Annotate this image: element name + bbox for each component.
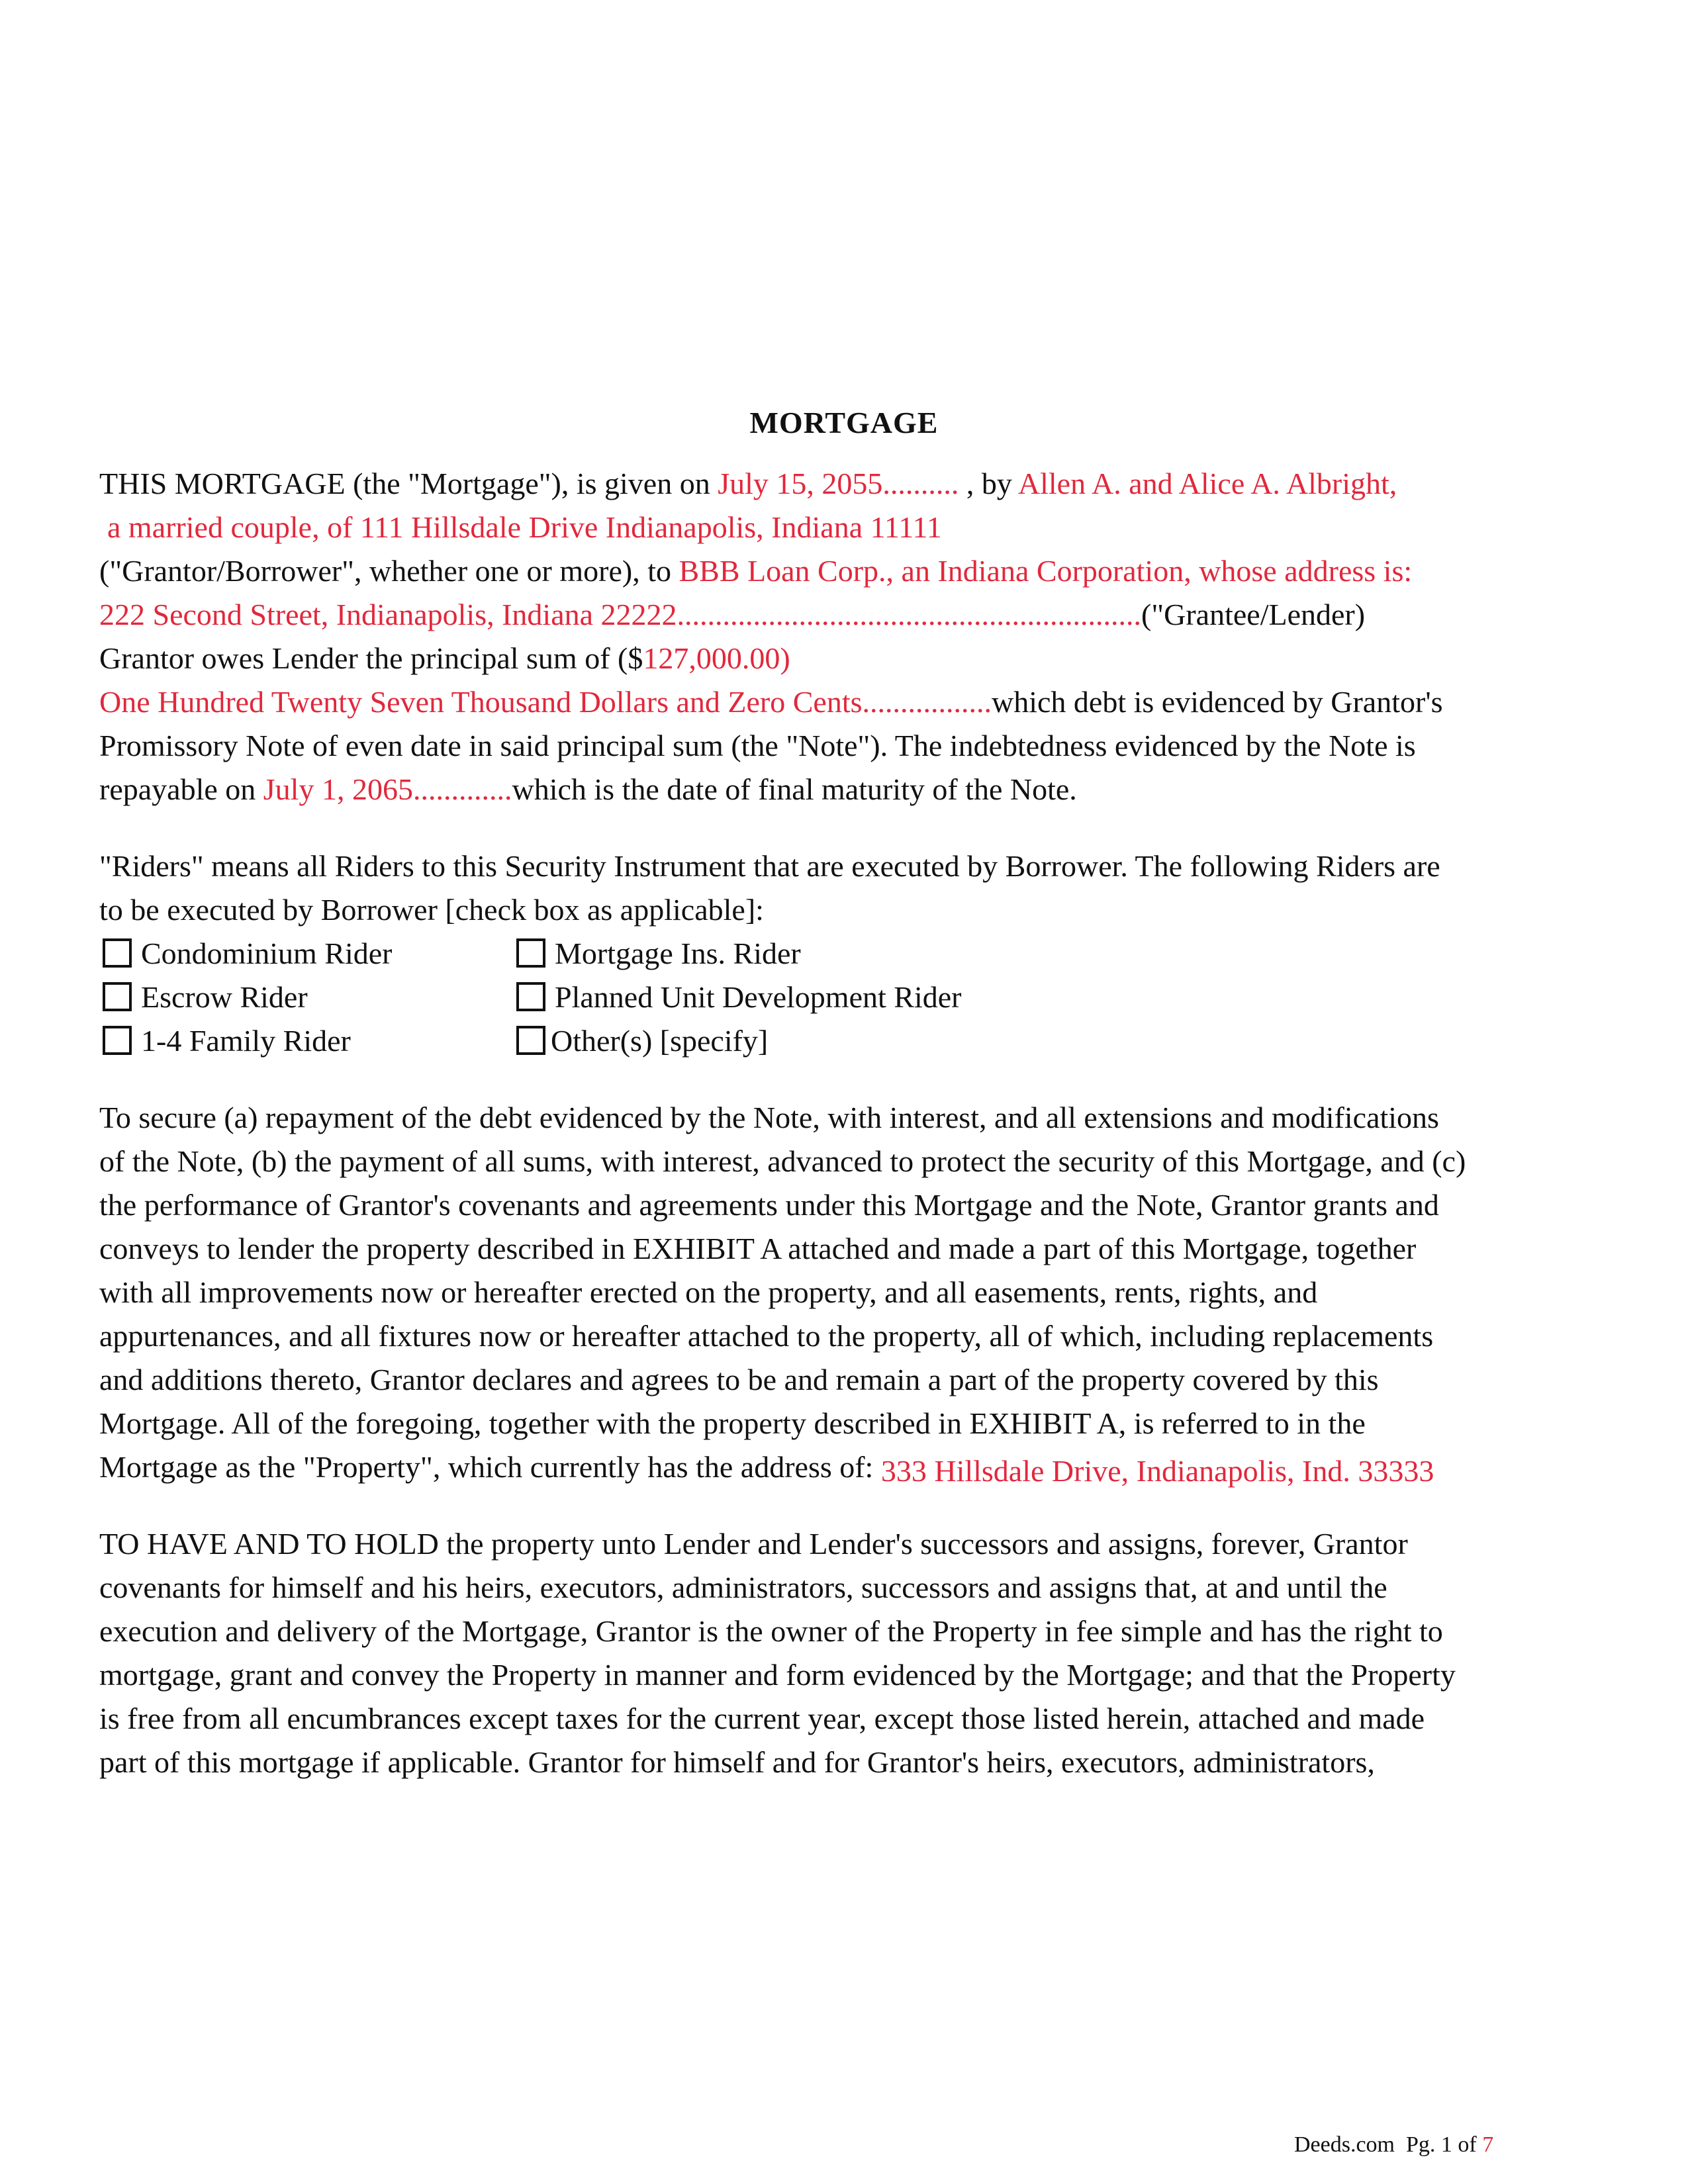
secure-line-last <box>99 1449 1434 1488</box>
grantor-address: a married couple, of 111 Hillsdale Drive Indianapolis, Indiana 11111 <box>107 510 942 544</box>
intro-text: which is the date of final maturity of the Note. <box>512 772 1077 806</box>
checkbox-icon[interactable] <box>516 982 545 1011</box>
footer-site: Deeds.com <box>1294 2132 1395 2157</box>
intro-text: repayable on <box>99 772 263 806</box>
riders-line-2: to be executed by Borrower [check box as applicable]: <box>99 893 764 927</box>
footer-page-label: Pg. 1 of <box>1406 2132 1477 2157</box>
habendum-line: mortgage, grant and convey the Property in manner and form evidenced by the Mortgage; and that the Property <box>99 1658 1456 1692</box>
intro-text: ("Grantor/Borrower", whether one or more), to <box>99 554 679 588</box>
secure-line: the performance of Grantor's covenants and agreements under this Mortgage and the Note, Grantor grants and <box>99 1188 1439 1222</box>
page-footer <box>1294 2132 1493 2158</box>
intro-text: , by <box>959 467 1018 500</box>
intro-line-4 <box>99 597 1365 632</box>
secure-line: To secure (a) repayment of the debt evidenced by the Note, with interest, and all extensions and modifications <box>99 1101 1439 1134</box>
grantee-dots: ............................................................. <box>677 598 1142 631</box>
rider-escrow[interactable] <box>103 979 308 1015</box>
document-title: MORTGAGE <box>749 406 939 439</box>
intro-line-3 <box>99 553 1412 588</box>
secure-line: Mortgage. All of the foregoing, together with the property described in EXHIBIT A, is referred to in the <box>99 1406 1366 1440</box>
rider-mortgage-ins[interactable] <box>516 936 801 971</box>
habendum-line: execution and delivery of the Mortgage, Grantor is the owner of the Property in fee simple and has the right to <box>99 1614 1443 1648</box>
rider-label: Planned Unit Development Rider <box>555 980 962 1014</box>
checkbox-icon[interactable] <box>103 1026 132 1055</box>
habendum-line: is free from all encumbrances except taxes for the current year, except those listed herein, attached and made <box>99 1702 1425 1735</box>
secure-line: conveys to lender the property described in EXHIBIT A attached and made a part of this Mortgage, together <box>99 1232 1417 1265</box>
checkbox-icon[interactable] <box>103 938 132 968</box>
secure-text: Mortgage as the "Property", which currently has the address of: <box>99 1450 881 1484</box>
maturity-date: July 1, 2065 <box>263 772 413 806</box>
rider-label: 1-4 Family Rider <box>141 1024 351 1058</box>
rider-pud[interactable] <box>516 979 962 1015</box>
intro-line-7: Promissory Note of even date in said principal sum (the "Note"). The indebtedness evidenced by the Note is <box>99 729 1416 762</box>
rider-label: Escrow Rider <box>141 980 308 1014</box>
secure-line: and additions thereto, Grantor declares and agrees to be and remain a part of the property covered by this <box>99 1363 1379 1396</box>
intro-text: ("Grantee/Lender) <box>1141 598 1366 631</box>
words-dots: ................. <box>862 685 992 719</box>
property-address: 333 Hillsdale Drive, Indianapolis, Ind. 33333 <box>880 1454 1434 1488</box>
footer-page-total: 7 <box>1482 2132 1494 2157</box>
habendum-line: covenants for himself and his heirs, executors, administrators, successors and assigns that, at and until the <box>99 1570 1387 1604</box>
grantee-address: 222 Second Street, Indianapolis, Indiana 22222 <box>99 598 677 631</box>
rider-label: Other(s) [specify] <box>551 1024 769 1058</box>
habendum-line: part of this mortgage if applicable. Grantor for himself and for Grantor's heirs, executors, administrators, <box>99 1745 1375 1779</box>
intro-text: Grantor owes Lender the principal sum of ($ <box>99 641 643 675</box>
rider-1-4-family[interactable] <box>103 1023 351 1058</box>
rider-label: Mortgage Ins. Rider <box>555 936 801 970</box>
date-dots: .......... <box>882 467 959 500</box>
intro-text: which debt is evidenced by Grantor's <box>992 685 1443 719</box>
rider-label: Condominium Rider <box>141 936 393 970</box>
intro-line-1 <box>99 466 1397 501</box>
checkbox-icon[interactable] <box>103 982 132 1011</box>
grantee-name: BBB Loan Corp., an Indiana Corporation, whose address is: <box>679 554 1413 588</box>
intro-line-5 <box>99 641 790 676</box>
checkbox-icon[interactable] <box>516 1026 545 1055</box>
secure-line: appurtenances, and all fixtures now or hereafter attached to the property, all of which, including replacements <box>99 1319 1434 1353</box>
habendum-line: TO HAVE AND TO HOLD the property unto Lender and Lender's successors and assigns, forever, Grantor <box>99 1527 1408 1561</box>
checkbox-icon[interactable] <box>516 938 545 968</box>
intro-line-8 <box>99 772 1077 807</box>
rider-others[interactable] <box>516 1023 768 1058</box>
principal-amount: 127,000.00) <box>643 641 790 675</box>
grantor-name: Allen A. and Alice A. Albright, <box>1017 467 1397 500</box>
maturity-dots: ............. <box>412 772 512 806</box>
intro-text: THIS MORTGAGE (the "Mortgage"), is given on <box>99 467 718 500</box>
secure-line: of the Note, (b) the payment of all sums, with interest, advanced to protect the security of this Mortgage, and (c) <box>99 1144 1466 1178</box>
intro-line-6 <box>99 684 1443 719</box>
principal-amount-words: One Hundred Twenty Seven Thousand Dollars and Zero Cents <box>99 685 863 719</box>
intro-line-2 <box>107 510 942 545</box>
mortgage-date: July 15, 2055 <box>718 467 883 500</box>
secure-line: with all improvements now or hereafter erected on the property, and all easements, rents, rights, and <box>99 1275 1318 1309</box>
riders-line-1: "Riders" means all Riders to this Security Instrument that are executed by Borrower. The following Riders are <box>99 849 1440 883</box>
rider-condominium[interactable] <box>103 936 393 971</box>
